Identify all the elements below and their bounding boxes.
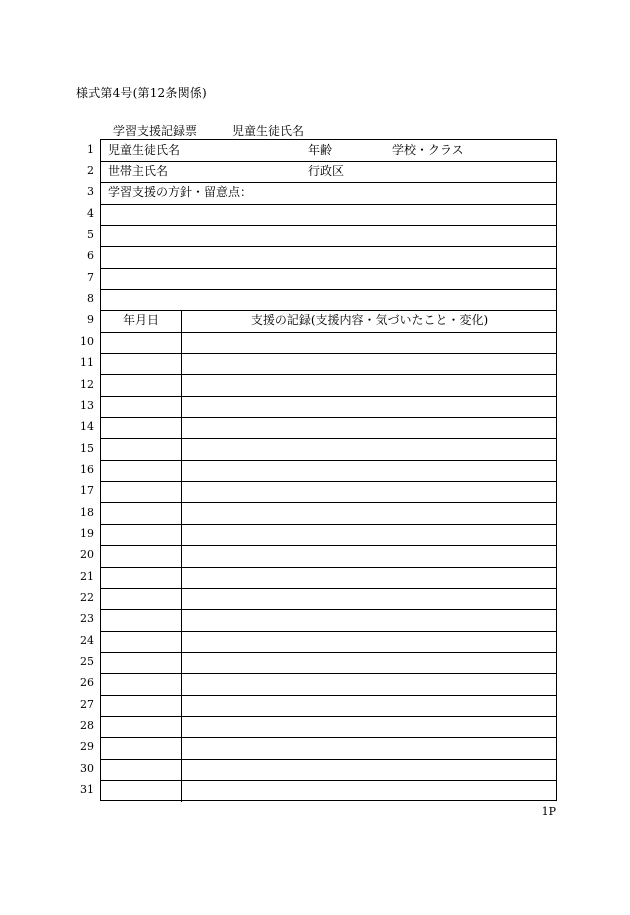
row-number: 5 (87, 228, 94, 242)
row-number: 24 (80, 633, 94, 647)
row-number: 1 (87, 142, 94, 156)
row-number: 11 (80, 356, 94, 370)
row-divider (101, 246, 556, 247)
row-divider (101, 310, 556, 311)
row-divider (101, 652, 556, 653)
school-class-label: 学校・クラス (392, 143, 464, 157)
row-number: 9 (87, 313, 94, 327)
row-divider (101, 567, 556, 568)
support-record-table (100, 139, 557, 801)
row-divider (101, 332, 556, 333)
row-number: 4 (87, 206, 94, 220)
row-divider (101, 780, 556, 781)
row-divider (101, 161, 556, 162)
row-number: 16 (80, 462, 94, 476)
row-divider (101, 759, 556, 760)
row-number: 6 (87, 249, 94, 263)
row-divider (101, 225, 556, 226)
row-divider (101, 396, 556, 397)
row-number: 30 (80, 761, 94, 775)
row-number: 12 (80, 377, 94, 391)
row-divider (101, 737, 556, 738)
row-number: 3 (87, 185, 94, 199)
student-name-label: 児童生徒氏名 (108, 143, 181, 157)
household-head-label: 世帯主氏名 (108, 164, 169, 178)
row-number: 14 (80, 420, 94, 434)
row-divider (101, 289, 556, 290)
row-number: 27 (80, 697, 94, 711)
row-number: 10 (80, 334, 94, 348)
row-number: 20 (80, 548, 94, 562)
row-divider (101, 204, 556, 205)
ward-label: 行政区 (308, 164, 345, 178)
record-column-header: 支援の記録(支援内容・気づいたこと・変化) (250, 313, 489, 327)
row-divider (101, 374, 556, 375)
row-number: 29 (80, 740, 94, 754)
row-divider (101, 695, 556, 696)
row-divider (101, 588, 556, 589)
date-column-header: 年月日 (122, 313, 159, 327)
date-column-divider (181, 311, 182, 802)
support-policy-label: 学習支援の方針・留意点： (108, 185, 253, 199)
row-divider (101, 268, 556, 269)
row-divider (101, 502, 556, 503)
row-divider (101, 481, 556, 482)
row-number: 22 (80, 591, 94, 605)
row-number: 18 (80, 505, 94, 519)
row-number: 2 (87, 164, 94, 178)
row-number: 17 (80, 484, 94, 498)
student-name-heading: 児童生徒氏名 (232, 124, 305, 138)
row-divider (101, 609, 556, 610)
row-divider (101, 631, 556, 632)
row-number: 15 (80, 441, 94, 455)
row-divider (101, 438, 556, 439)
row-divider (101, 524, 556, 525)
row-number: 21 (80, 569, 94, 583)
row-divider (101, 182, 556, 183)
row-divider (101, 716, 556, 717)
row-number: 23 (80, 612, 94, 626)
row-number: 28 (80, 719, 94, 733)
row-divider (101, 545, 556, 546)
row-number: 7 (87, 270, 94, 284)
row-number: 26 (80, 676, 94, 690)
row-divider (101, 353, 556, 354)
row-divider (101, 417, 556, 418)
row-number: 31 (80, 783, 94, 797)
page-number: 1P (541, 805, 556, 818)
form-number: 様式第4号(第12条関係) (76, 86, 207, 100)
row-divider (101, 460, 556, 461)
row-number: 25 (80, 655, 94, 669)
row-divider (101, 673, 556, 674)
row-number: 13 (80, 398, 94, 412)
age-label: 年齢 (308, 143, 333, 157)
row-number: 19 (80, 526, 94, 540)
row-number: 8 (87, 292, 94, 306)
sheet-title: 学習支援記録票 (113, 124, 198, 138)
